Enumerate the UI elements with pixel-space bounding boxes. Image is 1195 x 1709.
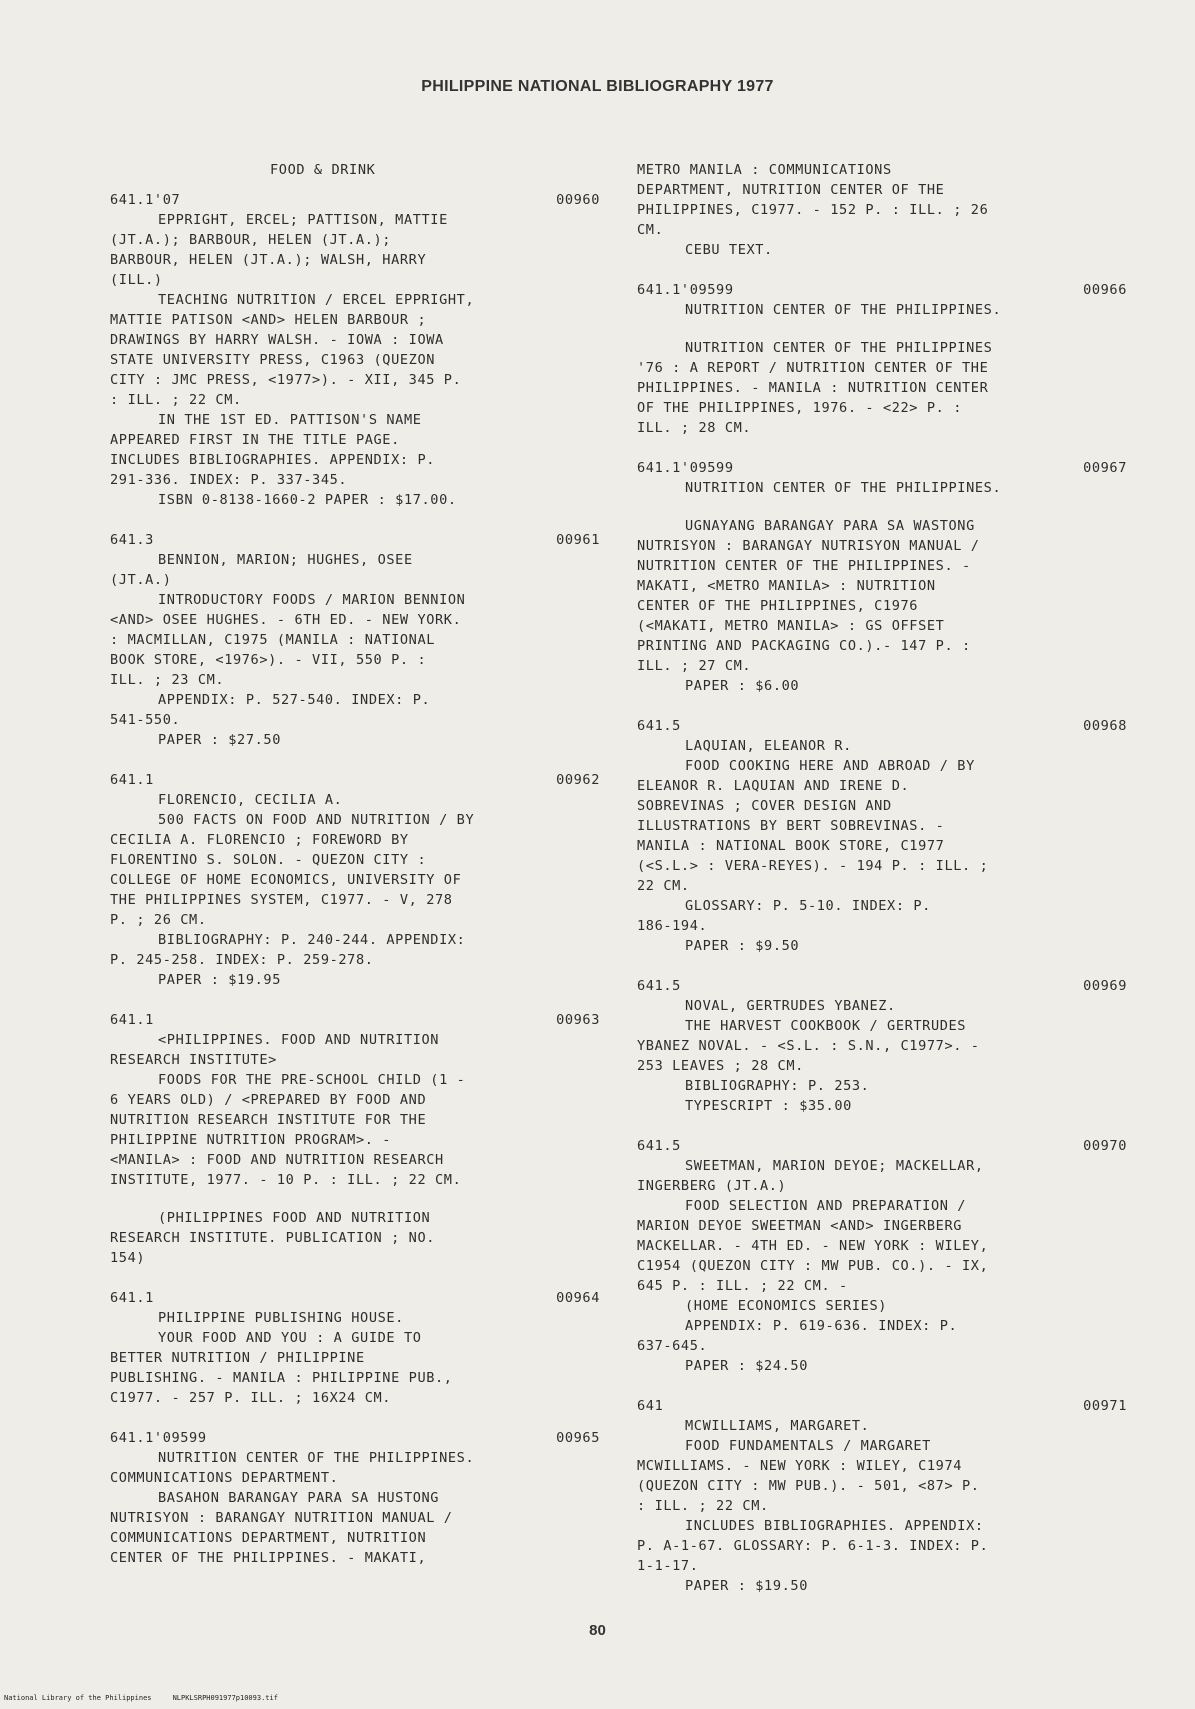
bibliography-entry: [637, 1396, 1127, 1596]
entry-line: MARION DEYOE SWEETMAN <AND> INGERBERG: [637, 1218, 963, 1234]
entry-line: 154): [110, 1250, 146, 1266]
call-number: 641.1: [110, 772, 154, 788]
entry-line: 500 FACTS ON FOOD AND NUTRITION / BY: [158, 812, 475, 828]
entry-line: CEBU TEXT.: [685, 242, 773, 258]
entry-line: EPPRIGHT, ERCEL; PATTISON, MATTIE: [158, 212, 448, 228]
entry-gap: [637, 320, 1127, 338]
entry-line: CENTER OF THE PHILIPPINES. - MAKATI,: [110, 1550, 427, 1566]
entry-line: P. 245-258. INDEX: P. 259-278.: [110, 952, 374, 968]
entry-line: <AND> OSEE HUGHES. - 6TH ED. - NEW YORK.: [110, 612, 462, 628]
entry-line: TYPESCRIPT : $35.00: [685, 1098, 852, 1114]
entry-number: 00967: [1083, 460, 1127, 476]
entry-number: 00966: [1083, 282, 1127, 298]
entry-line: BOOK STORE, <1976>). - VII, 550 P. :: [110, 652, 427, 668]
entry-call-row: [110, 190, 600, 210]
entry-line: NUTRITION CENTER OF THE PHILIPPINES.: [685, 302, 1002, 318]
entry-number: 00971: [1083, 1398, 1127, 1414]
entry-line: PHILIPPINES. - MANILA : NUTRITION CENTER: [637, 380, 989, 396]
entry-line: MACKELLAR. - 4TH ED. - NEW YORK : WILEY,: [637, 1238, 989, 1254]
entry-line: NUTRITION RESEARCH INSTITUTE FOR THE: [110, 1112, 427, 1128]
entry-line: 22 CM.: [637, 878, 690, 894]
entry-line: 253 LEAVES ; 28 CM.: [637, 1058, 804, 1074]
entry-line: BENNION, MARION; HUGHES, OSEE: [158, 552, 413, 568]
entry-line: (PHILIPPINES FOOD AND NUTRITION: [158, 1210, 431, 1226]
entry-number: 00960: [556, 192, 600, 208]
entry-line: GLOSSARY: P. 5-10. INDEX: P.: [685, 898, 931, 914]
entry-call-row: [110, 1288, 600, 1308]
entry-gap: [110, 1190, 600, 1208]
page-number: 80: [589, 1622, 606, 1639]
call-number: 641.1'07: [110, 192, 181, 208]
entry-line: FOOD COOKING HERE AND ABROAD / BY: [685, 758, 975, 774]
entry-line: MATTIE PATISON <AND> HELEN BARBOUR ;: [110, 312, 427, 328]
entry-line: CM.: [637, 222, 664, 238]
entry-line: NUTRITION CENTER OF THE PHILIPPINES. -: [637, 558, 971, 574]
entry-line: NUTRISYON : BARANGAY NUTRISYON MANUAL /: [637, 538, 980, 554]
entry-line: APPENDIX: P. 527-540. INDEX: P.: [158, 692, 431, 708]
entry-line: UGNAYANG BARANGAY PARA SA WASTONG: [685, 518, 975, 534]
entry-line: (<S.L.> : VERA-REYES). - 194 P. : ILL. ;: [637, 858, 989, 874]
entry-call-row: [637, 280, 1127, 300]
entry-line: 6 YEARS OLD) / <PREPARED BY FOOD AND: [110, 1092, 427, 1108]
entry-line: P. A-1-67. GLOSSARY: P. 6-1-3. INDEX: P.: [637, 1538, 989, 1554]
entry-line: FOOD FUNDAMENTALS / MARGARET: [685, 1438, 931, 1454]
entry-line: PAPER : $6.00: [685, 678, 800, 694]
entry-call-row: [637, 1396, 1127, 1416]
entry-line: APPENDIX: P. 619-636. INDEX: P.: [685, 1318, 958, 1334]
entry-line: OF THE PHILIPPINES, 1976. - <22> P. :: [637, 400, 963, 416]
entry-line: ISBN 0-8138-1660-2 PAPER : $17.00.: [158, 492, 457, 508]
entry-line: FOOD SELECTION AND PREPARATION /: [685, 1198, 967, 1214]
entry-line: INGERBERG (JT.A.): [637, 1178, 787, 1194]
entry-line: SWEETMAN, MARION DEYOE; MACKELLAR,: [685, 1158, 984, 1174]
entry-line: NUTRITION CENTER OF THE PHILIPPINES.: [685, 480, 1002, 496]
page-header: PHILIPPINE NATIONAL BIBLIOGRAPHY 1977: [421, 78, 774, 95]
call-number: 641.3: [110, 532, 154, 548]
entry-line: DRAWINGS BY HARRY WALSH. - IOWA : IOWA: [110, 332, 444, 348]
entry-line: THE PHILIPPINES SYSTEM, C1977. - V, 278: [110, 892, 453, 908]
entry-line: (JT.A.); BARBOUR, HELEN (JT.A.);: [110, 232, 392, 248]
entry-line: COLLEGE OF HOME ECONOMICS, UNIVERSITY OF: [110, 872, 462, 888]
entry-line: METRO MANILA : COMMUNICATIONS: [637, 162, 892, 178]
entry-line: INCLUDES BIBLIOGRAPHIES. APPENDIX:: [685, 1518, 984, 1534]
entry-number: 00963: [556, 1012, 600, 1028]
entry-call-row: [637, 458, 1127, 478]
entry-line: BARBOUR, HELEN (JT.A.); WALSH, HARRY: [110, 252, 427, 268]
entry-line: ILL. ; 23 CM.: [110, 672, 225, 688]
entry-line: TEACHING NUTRITION / ERCEL EPPRIGHT,: [158, 292, 475, 308]
entry-line: 291-336. INDEX: P. 337-345.: [110, 472, 348, 488]
call-number: 641.5: [637, 718, 681, 734]
entry-line: FLORENTINO S. SOLON. - QUEZON CITY :: [110, 852, 427, 868]
bibliography-entry: [110, 770, 600, 990]
entry-line: APPEARED FIRST IN THE TITLE PAGE.: [110, 432, 400, 448]
entry-line: RESEARCH INSTITUTE. PUBLICATION ; NO.: [110, 1230, 436, 1246]
entry-line: YOUR FOOD AND YOU : A GUIDE TO: [158, 1330, 422, 1346]
entry-line: 541-550.: [110, 712, 181, 728]
entry-line: COMMUNICATIONS DEPARTMENT, NUTRITION: [110, 1530, 427, 1546]
right-column: [637, 160, 1127, 1616]
entry-line: BASAHON BARANGAY PARA SA HUSTONG: [158, 1490, 440, 1506]
entry-line: PAPER : $27.50: [158, 732, 281, 748]
call-number: 641.1: [110, 1012, 154, 1028]
entry-line: CITY : JMC PRESS, <1977>). - XII, 345 P.: [110, 372, 462, 388]
scan-footer: National Library of the Philippines NLPKLSRPH091977p10093.tif: [4, 1694, 278, 1702]
entry-line: (ILL.): [110, 272, 163, 288]
call-number: 641.1'09599: [637, 460, 734, 476]
call-number: 641.1: [110, 1290, 154, 1306]
left-entries: [110, 190, 600, 1568]
entry-line: : ILL. ; 22 CM.: [637, 1498, 769, 1514]
entry-line: PAPER : $9.50: [685, 938, 800, 954]
entry-line: COMMUNICATIONS DEPARTMENT.: [110, 1470, 339, 1486]
bibliography-entry: [637, 160, 1127, 260]
entry-line: BIBLIOGRAPHY: P. 253.: [685, 1078, 870, 1094]
entry-line: PAPER : $19.50: [685, 1578, 808, 1594]
entry-line: NUTRITION CENTER OF THE PHILIPPINES: [685, 340, 993, 356]
bibliography-entry: [110, 530, 600, 750]
entry-line: ILL. ; 27 CM.: [637, 658, 752, 674]
call-number: 641: [637, 1398, 664, 1414]
entry-line: (<MAKATI, METRO MANILA> : GS OFFSET: [637, 618, 945, 634]
entry-line: 637-645.: [637, 1338, 708, 1354]
entry-gap: [637, 498, 1127, 516]
entry-call-row: [110, 770, 600, 790]
entry-line: MANILA : NATIONAL BOOK STORE, C1977: [637, 838, 945, 854]
entry-line: CENTER OF THE PHILIPPINES, C1976: [637, 598, 919, 614]
bibliography-entry: [637, 716, 1127, 956]
entry-line: ELEANOR R. LAQUIAN AND IRENE D.: [637, 778, 910, 794]
entry-line: IN THE 1ST ED. PATTISON'S NAME: [158, 412, 422, 428]
bibliography-entry: [637, 458, 1127, 696]
entry-call-row: [637, 1136, 1127, 1156]
right-entries: [637, 160, 1127, 1596]
call-number: 641.1'09599: [637, 282, 734, 298]
entry-line: NOVAL, GERTRUDES YBANEZ.: [685, 998, 896, 1014]
entry-number: 00962: [556, 772, 600, 788]
entry-line: INTRODUCTORY FOODS / MARION BENNION: [158, 592, 466, 608]
entry-line: NUTRITION CENTER OF THE PHILIPPINES.: [158, 1450, 475, 1466]
bibliography-entry: [110, 1288, 600, 1408]
call-number: 641.5: [637, 1138, 681, 1154]
entry-line: PAPER : $24.50: [685, 1358, 808, 1374]
entry-number: 00969: [1083, 978, 1127, 994]
entry-line: MAKATI, <METRO MANILA> : NUTRITION: [637, 578, 936, 594]
entry-number: 00970: [1083, 1138, 1127, 1154]
entry-line: PAPER : $19.95: [158, 972, 281, 988]
entry-line: BETTER NUTRITION / PHILIPPINE: [110, 1350, 365, 1366]
entry-line: ILL. ; 28 CM.: [637, 420, 752, 436]
entry-line: (HOME ECONOMICS SERIES): [685, 1298, 888, 1314]
entry-line: C1977. - 257 P. ILL. ; 16X24 CM.: [110, 1390, 392, 1406]
entry-line: <MANILA> : FOOD AND NUTRITION RESEARCH: [110, 1152, 444, 1168]
entry-line: PHILIPPINES, C1977. - 152 P. : ILL. ; 26: [637, 202, 989, 218]
entry-line: NUTRISYON : BARANGAY NUTRITION MANUAL /: [110, 1510, 453, 1526]
entry-line: STATE UNIVERSITY PRESS, C1963 (QUEZON: [110, 352, 436, 368]
entry-line: FOODS FOR THE PRE-SCHOOL CHILD (1 -: [158, 1072, 466, 1088]
call-number: 641.1'09599: [110, 1430, 207, 1446]
entry-line: FLORENCIO, CECILIA A.: [158, 792, 343, 808]
entry-line: INCLUDES BIBLIOGRAPHIES. APPENDIX: P.: [110, 452, 436, 468]
entry-line: DEPARTMENT, NUTRITION CENTER OF THE: [637, 182, 945, 198]
entry-line: (QUEZON CITY : MW PUB.). - 501, <87> P.: [637, 1478, 980, 1494]
entry-line: LAQUIAN, ELEANOR R.: [685, 738, 852, 754]
entry-number: 00964: [556, 1290, 600, 1306]
entry-line: PRINTING AND PACKAGING CO.).- 147 P. :: [637, 638, 971, 654]
left-column: [110, 160, 600, 1588]
entry-line: 645 P. : ILL. ; 22 CM. -: [637, 1278, 848, 1294]
entry-line: CECILIA A. FLORENCIO ; FOREWORD BY: [110, 832, 409, 848]
entry-line: : MACMILLAN, C1975 (MANILA : NATIONAL: [110, 632, 436, 648]
entry-line: PUBLISHING. - MANILA : PHILIPPINE PUB.,: [110, 1370, 453, 1386]
entry-call-row: [110, 530, 600, 550]
entry-line: PHILIPPINE PUBLISHING HOUSE.: [158, 1310, 404, 1326]
entry-line: MCWILLIAMS. - NEW YORK : WILEY, C1974: [637, 1458, 963, 1474]
entry-call-row: [110, 1010, 600, 1030]
bibliography-entry: [110, 190, 600, 510]
entry-line: SOBREVINAS ; COVER DESIGN AND: [637, 798, 892, 814]
entry-line: INSTITUTE, 1977. - 10 P. : ILL. ; 22 CM.: [110, 1172, 462, 1188]
entry-call-row: [637, 976, 1127, 996]
entry-line: 1-1-17.: [637, 1558, 699, 1574]
entry-line: C1954 (QUEZON CITY : MW PUB. CO.). - IX,: [637, 1258, 989, 1274]
entry-line: (JT.A.): [110, 572, 172, 588]
entry-line: RESEARCH INSTITUTE>: [110, 1052, 277, 1068]
entry-line: ILLUSTRATIONS BY BERT SOBREVINAS. -: [637, 818, 945, 834]
entry-line: : ILL. ; 22 CM.: [110, 392, 242, 408]
entry-number: 00968: [1083, 718, 1127, 734]
entry-line: <PHILIPPINES. FOOD AND NUTRITION: [158, 1032, 440, 1048]
entry-line: '76 : A REPORT / NUTRITION CENTER OF THE: [637, 360, 989, 376]
call-number: 641.5: [637, 978, 681, 994]
entry-line: 186-194.: [637, 918, 708, 934]
entry-line: P. ; 26 CM.: [110, 912, 207, 928]
entry-line: YBANEZ NOVAL. - <S.L. : S.N., C1977>. -: [637, 1038, 980, 1054]
bibliography-entry: [637, 976, 1127, 1116]
entry-call-row: [637, 716, 1127, 736]
entry-line: THE HARVEST COOKBOOK / GERTRUDES: [685, 1018, 967, 1034]
bibliography-entry: [637, 280, 1127, 438]
entry-line: PHILIPPINE NUTRITION PROGRAM>. -: [110, 1132, 392, 1148]
entry-line: BIBLIOGRAPHY: P. 240-244. APPENDIX:: [158, 932, 466, 948]
entry-number: 00961: [556, 532, 600, 548]
entry-call-row: [110, 1428, 600, 1448]
section-heading: FOOD & DRINK: [270, 162, 376, 178]
bibliography-entry: [637, 1136, 1127, 1376]
bibliography-entry: [110, 1428, 600, 1568]
entry-number: 00965: [556, 1430, 600, 1446]
bibliography-entry: [110, 1010, 600, 1268]
entry-line: MCWILLIAMS, MARGARET.: [685, 1418, 870, 1434]
